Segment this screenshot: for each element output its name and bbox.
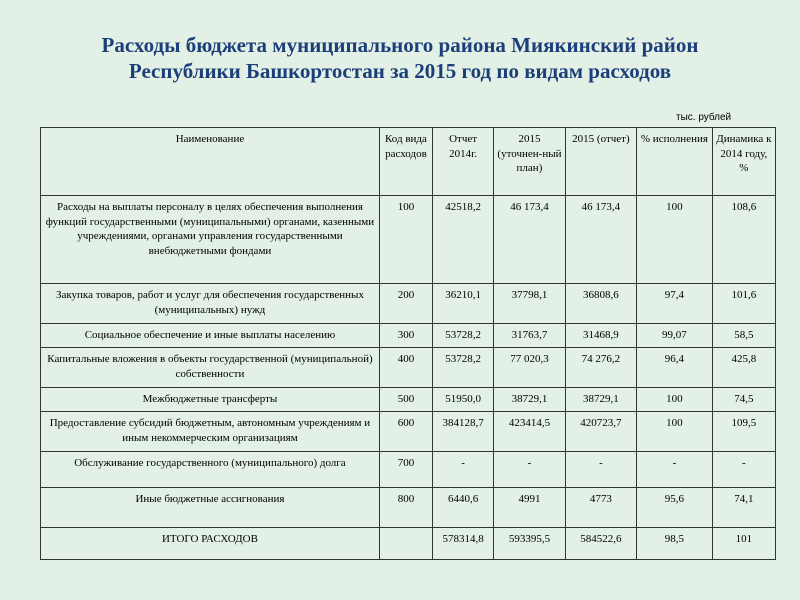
cell-fact2015: 38729,1 — [565, 388, 636, 412]
cell-name: Предоставление субсидий бюджетным, автономным учреждениям и иным некоммерческим организациям — [41, 412, 380, 452]
table-row — [41, 348, 776, 388]
cell-dynamics: 109,5 — [712, 412, 775, 452]
cell-dynamics: 101,6 — [712, 284, 775, 324]
cell-plan2015: - — [494, 452, 565, 488]
cell-fact2015: 74 276,2 — [565, 348, 636, 388]
cell-name: Социальное обеспечение и иные выплаты населению — [41, 324, 380, 348]
units-label: тыс. рублей — [676, 112, 732, 123]
cell-dynamics: 74,1 — [712, 488, 775, 528]
cell-report2014: - — [432, 452, 493, 488]
cell-percent: 97,4 — [637, 284, 713, 324]
cell-dynamics: 425,8 — [712, 348, 775, 388]
cell-code: 700 — [379, 452, 432, 488]
cell-percent: - — [637, 452, 713, 488]
header-report-2014: Отчет 2014г. — [432, 128, 493, 196]
cell-code: 800 — [379, 488, 432, 528]
expenses-table — [40, 127, 776, 560]
cell-percent: 100 — [637, 388, 713, 412]
cell-plan2015: 38729,1 — [494, 388, 565, 412]
cell-plan2015: 593395,5 — [494, 528, 565, 560]
cell-report2014: 384128,7 — [432, 412, 493, 452]
table-row — [41, 412, 776, 452]
header-code: Код вида расходов — [379, 128, 432, 196]
cell-dynamics: 108,6 — [712, 196, 775, 284]
table-header-row — [41, 128, 776, 196]
cell-code: 400 — [379, 348, 432, 388]
cell-percent: 99,07 — [637, 324, 713, 348]
table-row — [41, 388, 776, 412]
cell-fact2015: 4773 — [565, 488, 636, 528]
header-percent: % исполнения — [637, 128, 713, 196]
header-name: Наименование — [41, 128, 380, 196]
cell-report2014: 578314,8 — [432, 528, 493, 560]
cell-report2014: 53728,2 — [432, 348, 493, 388]
cell-fact2015: 46 173,4 — [565, 196, 636, 284]
cell-plan2015: 31763,7 — [494, 324, 565, 348]
page-title — [40, 32, 760, 84]
cell-report2014: 53728,2 — [432, 324, 493, 348]
cell-code: 300 — [379, 324, 432, 348]
cell-code: 500 — [379, 388, 432, 412]
cell-report2014: 42518,2 — [432, 196, 493, 284]
cell-code: 600 — [379, 412, 432, 452]
cell-plan2015: 46 173,4 — [494, 196, 565, 284]
cell-percent: 98,5 — [637, 528, 713, 560]
cell-percent: 100 — [637, 412, 713, 452]
table-row — [41, 528, 776, 560]
title-line-2: Республики Башкортостан за 2015 год по видам расходов — [128, 59, 672, 83]
table-row — [41, 196, 776, 284]
cell-code — [379, 528, 432, 560]
cell-fact2015: 36808,6 — [565, 284, 636, 324]
cell-plan2015: 77 020,3 — [494, 348, 565, 388]
cell-dynamics: 74,5 — [712, 388, 775, 412]
cell-dynamics: 58,5 — [712, 324, 775, 348]
cell-name: Капитальные вложения в объекты государственной (муниципальной) собственности — [41, 348, 380, 388]
cell-dynamics: - — [712, 452, 775, 488]
cell-fact2015: 31468,9 — [565, 324, 636, 348]
cell-name: Иные бюджетные ассигнования — [41, 488, 380, 528]
cell-report2014: 51950,0 — [432, 388, 493, 412]
cell-report2014: 36210,1 — [432, 284, 493, 324]
cell-code: 200 — [379, 284, 432, 324]
header-dynamics: Динамика к 2014 году, % — [712, 128, 775, 196]
table-row — [41, 284, 776, 324]
cell-report2014: 6440,6 — [432, 488, 493, 528]
cell-percent: 95,6 — [637, 488, 713, 528]
table-row — [41, 324, 776, 348]
header-fact-2015: 2015 (отчет) — [565, 128, 636, 196]
cell-code: 100 — [379, 196, 432, 284]
cell-name: Расходы на выплаты персоналу в целях обеспечения выполнения функций государственными (муниципальными) органами, казенными учреждениями, органами управления государственными внебюджетными фондами — [41, 196, 380, 284]
cell-fact2015: - — [565, 452, 636, 488]
cell-percent: 100 — [637, 196, 713, 284]
cell-plan2015: 423414,5 — [494, 412, 565, 452]
cell-fact2015: 420723,7 — [565, 412, 636, 452]
cell-percent: 96,4 — [637, 348, 713, 388]
header-plan-2015: 2015 (уточнен-ный план) — [494, 128, 565, 196]
title-line-1: Расходы бюджета муниципального района Миякинский район — [101, 33, 699, 57]
cell-name: ИТОГО РАСХОДОВ — [41, 528, 380, 560]
table-row — [41, 488, 776, 528]
cell-name: Межбюджетные трансферты — [41, 388, 380, 412]
cell-fact2015: 584522,6 — [565, 528, 636, 560]
cell-dynamics: 101 — [712, 528, 775, 560]
cell-plan2015: 37798,1 — [494, 284, 565, 324]
cell-name: Обслуживание государственного (муниципального) долга — [41, 452, 380, 488]
table-row — [41, 452, 776, 488]
cell-plan2015: 4991 — [494, 488, 565, 528]
cell-name: Закупка товаров, работ и услуг для обеспечения государственных (муниципальных) нужд — [41, 284, 380, 324]
